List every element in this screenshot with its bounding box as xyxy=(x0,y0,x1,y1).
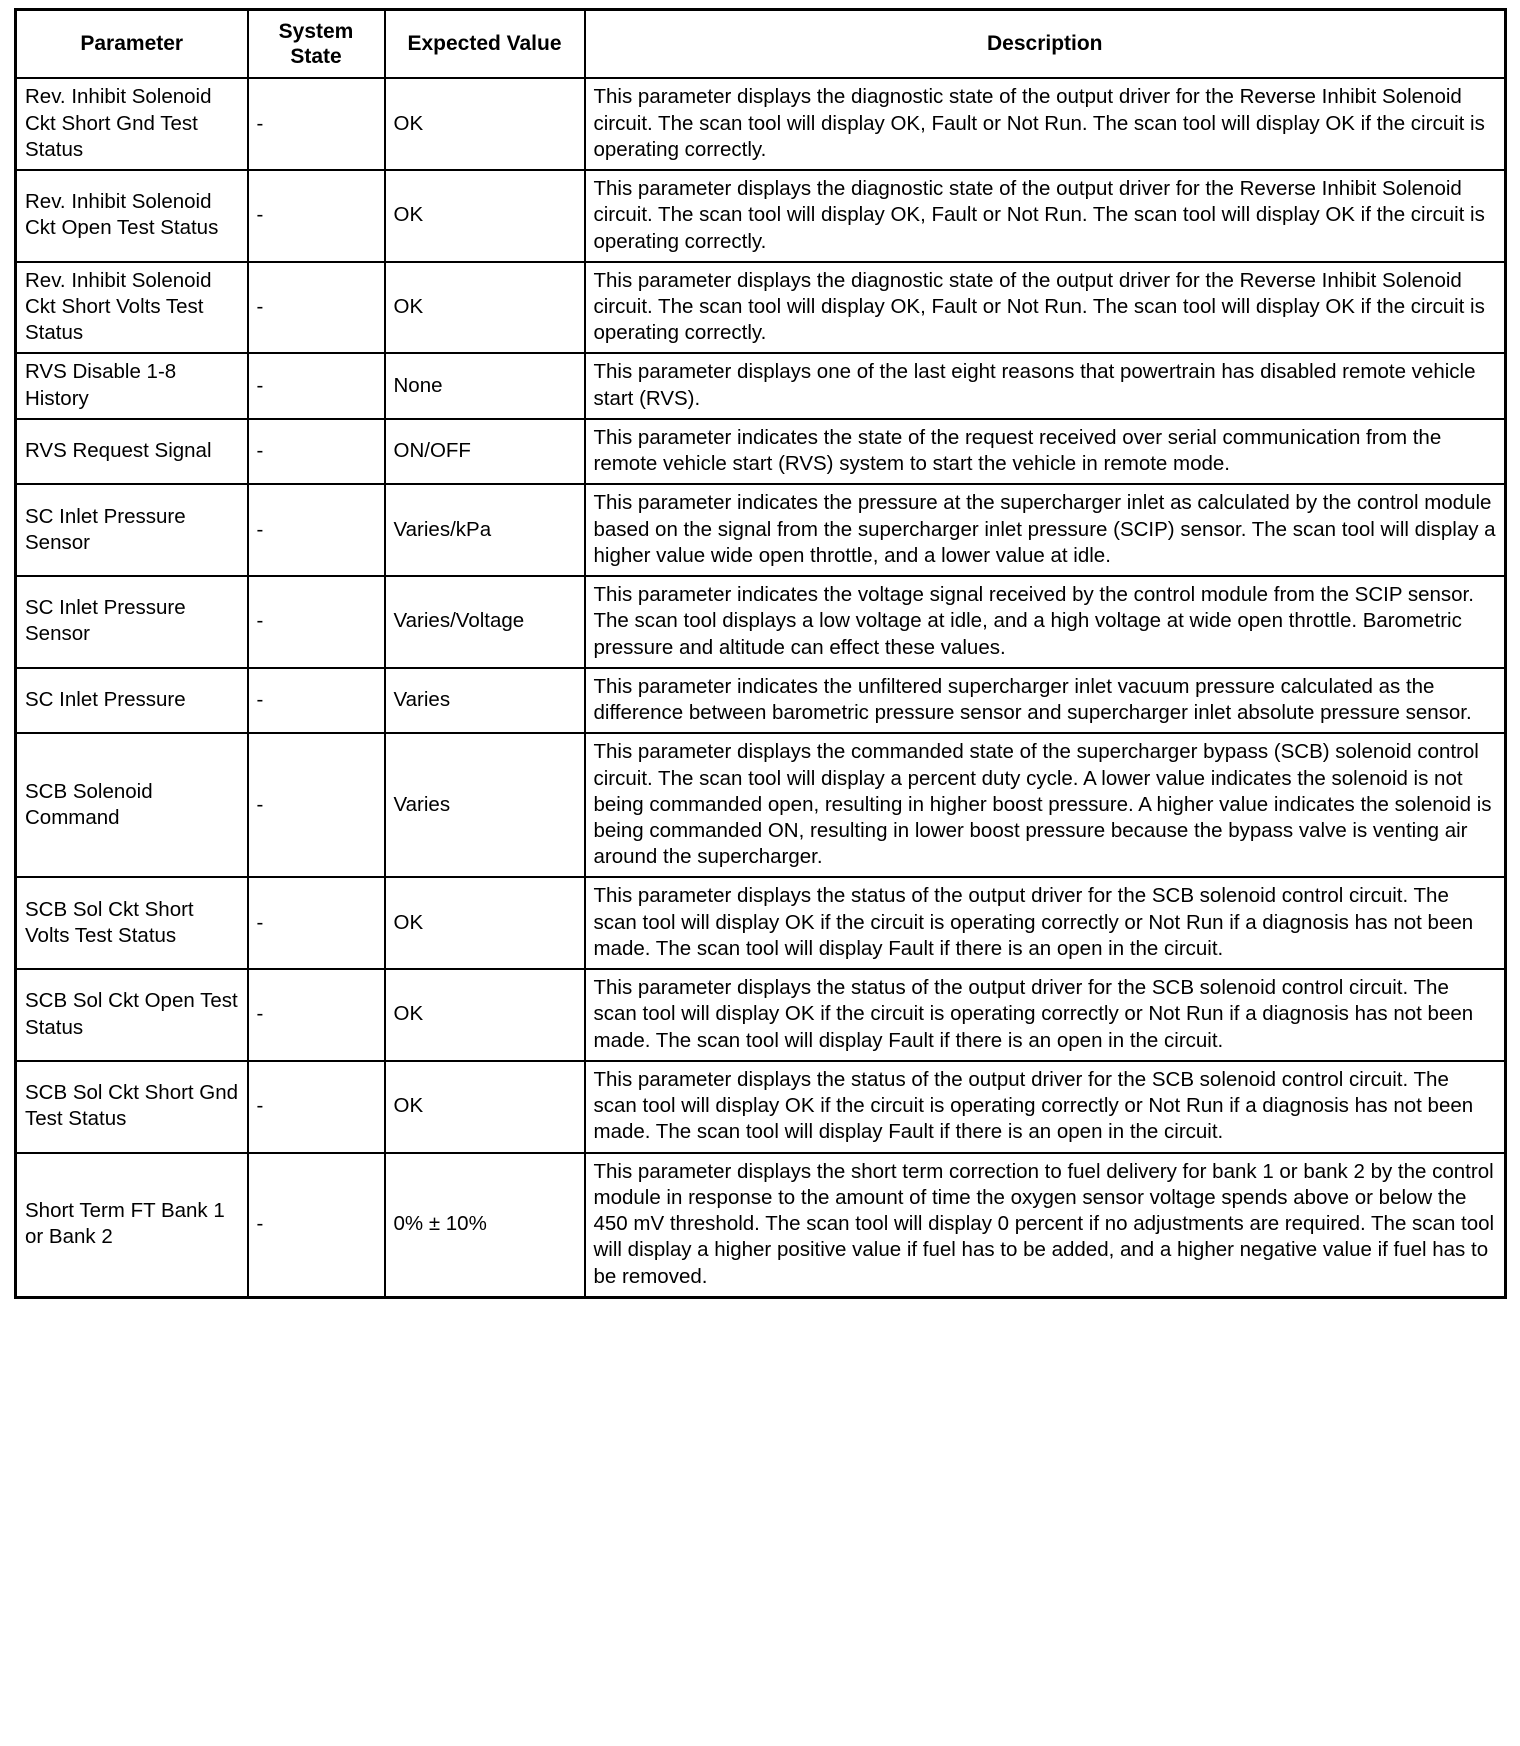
cell-expected-value: Varies xyxy=(385,733,585,877)
cell-description: This parameter displays the diagnostic state of the output driver for the Reverse Inhibit Solenoid circuit. The scan tool will display OK, Fault or Not Run. The scan tool will display OK if the circuit is operating correctly. xyxy=(585,170,1506,262)
cell-expected-value: OK xyxy=(385,1061,585,1153)
cell-parameter: SC Inlet Pressure Sensor xyxy=(16,484,248,576)
cell-system-state: - xyxy=(248,262,385,354)
column-header-system-state-line2: State xyxy=(290,45,342,69)
cell-parameter: Short Term FT Bank 1 or Bank 2 xyxy=(16,1153,248,1298)
cell-expected-value: None xyxy=(385,353,585,418)
cell-parameter: RVS Request Signal xyxy=(16,419,248,484)
cell-expected-value: OK xyxy=(385,877,585,969)
table-header xyxy=(16,10,1506,79)
cell-description: This parameter displays the diagnostic state of the output driver for the Reverse Inhibit Solenoid circuit. The scan tool will display OK, Fault or Not Run. The scan tool will display OK if the circuit is operating correctly. xyxy=(585,262,1506,354)
column-header-parameter: Parameter xyxy=(16,10,248,79)
cell-parameter: Rev. Inhibit Solenoid Ckt Short Gnd Test Status xyxy=(16,78,248,170)
cell-description: This parameter displays the diagnostic state of the output driver for the Reverse Inhibit Solenoid circuit. The scan tool will display OK, Fault or Not Run. The scan tool will display OK if the circuit is operating correctly. xyxy=(585,78,1506,170)
cell-expected-value: OK xyxy=(385,262,585,354)
cell-description: This parameter displays the status of the output driver for the SCB solenoid control circuit. The scan tool will display OK if the circuit is operating correctly or Not Run if a diagnosis has not been made. The scan tool will display Fault if there is an open in the circuit. xyxy=(585,877,1506,969)
cell-expected-value: OK xyxy=(385,78,585,170)
column-header-expected-value: Expected Value xyxy=(385,10,585,79)
cell-expected-value: Varies xyxy=(385,668,585,733)
table-row xyxy=(16,969,1506,1061)
cell-parameter: SCB Sol Ckt Short Volts Test Status xyxy=(16,877,248,969)
table-row xyxy=(16,353,1506,418)
column-header-system-state xyxy=(248,10,385,79)
cell-parameter: Rev. Inhibit Solenoid Ckt Short Volts Test Status xyxy=(16,262,248,354)
cell-system-state: - xyxy=(248,170,385,262)
cell-system-state: - xyxy=(248,484,385,576)
cell-expected-value: 0% ± 10% xyxy=(385,1153,585,1298)
cell-parameter: SC Inlet Pressure Sensor xyxy=(16,576,248,668)
cell-expected-value: OK xyxy=(385,969,585,1061)
cell-parameter: SCB Solenoid Command xyxy=(16,733,248,877)
cell-description: This parameter displays the status of the output driver for the SCB solenoid control circuit. The scan tool will display OK if the circuit is operating correctly or Not Run if a diagnosis has not been made. The scan tool will display Fault if there is an open in the circuit. xyxy=(585,1061,1506,1153)
column-header-description: Description xyxy=(585,10,1506,79)
cell-expected-value: Varies/kPa xyxy=(385,484,585,576)
cell-description: This parameter displays the short term correction to fuel delivery for bank 1 or bank 2 by the control module in response to the amount of time the oxygen sensor voltage spends above or below the 450 mV threshold. The scan tool will display 0 percent if no adjustments are required. The scan tool will display a higher positive value if fuel has to be added, and a higher negative value if fuel has to be removed. xyxy=(585,1153,1506,1298)
cell-parameter: Rev. Inhibit Solenoid Ckt Open Test Status xyxy=(16,170,248,262)
table-row xyxy=(16,1061,1506,1153)
cell-system-state: - xyxy=(248,877,385,969)
table-row xyxy=(16,1153,1506,1298)
table-row xyxy=(16,668,1506,733)
cell-system-state: - xyxy=(248,733,385,877)
cell-parameter: SCB Sol Ckt Open Test Status xyxy=(16,969,248,1061)
cell-system-state: - xyxy=(248,969,385,1061)
cell-parameter: SCB Sol Ckt Short Gnd Test Status xyxy=(16,1061,248,1153)
table-row xyxy=(16,78,1506,170)
cell-parameter: SC Inlet Pressure xyxy=(16,668,248,733)
cell-description: This parameter displays the status of the output driver for the SCB solenoid control circuit. The scan tool will display OK if the circuit is operating correctly or Not Run if a diagnosis has not been made. The scan tool will display Fault if there is an open in the circuit. xyxy=(585,969,1506,1061)
cell-expected-value: Varies/Voltage xyxy=(385,576,585,668)
table-row xyxy=(16,419,1506,484)
scan-tool-parameter-table xyxy=(14,8,1507,1299)
cell-description: This parameter indicates the state of the request received over serial communication from the remote vehicle start (RVS) system to start the vehicle in remote mode. xyxy=(585,419,1506,484)
cell-system-state: - xyxy=(248,419,385,484)
cell-description: This parameter displays the commanded state of the supercharger bypass (SCB) solenoid control circuit. The scan tool will display a percent duty cycle. A lower value indicates the solenoid is not being commanded open, resulting in higher boost pressure. A higher value indicates the solenoid is being commanded ON, resulting in lower boost pressure because the bypass valve is venting air around the supercharger. xyxy=(585,733,1506,877)
cell-description: This parameter displays one of the last eight reasons that powertrain has disabled remote vehicle start (RVS). xyxy=(585,353,1506,418)
cell-system-state: - xyxy=(248,1061,385,1153)
table-row xyxy=(16,733,1506,877)
cell-description: This parameter indicates the voltage signal received by the control module from the SCIP sensor. The scan tool displays a low voltage at idle, and a high voltage at wide open throttle. Barometric pressure and altitude can effect these values. xyxy=(585,576,1506,668)
cell-description: This parameter indicates the unfiltered supercharger inlet vacuum pressure calculated as the difference between barometric pressure sensor and supercharger inlet absolute pressure sensor. xyxy=(585,668,1506,733)
table-row xyxy=(16,170,1506,262)
table-row xyxy=(16,877,1506,969)
cell-expected-value: ON/OFF xyxy=(385,419,585,484)
cell-description: This parameter indicates the pressure at the supercharger inlet as calculated by the control module based on the signal from the supercharger inlet pressure (SCIP) sensor. The scan tool will display a higher value wide open throttle, and a lower value at idle. xyxy=(585,484,1506,576)
cell-expected-value: OK xyxy=(385,170,585,262)
table-row xyxy=(16,262,1506,354)
cell-system-state: - xyxy=(248,353,385,418)
cell-system-state: - xyxy=(248,78,385,170)
cell-system-state: - xyxy=(248,1153,385,1298)
table-body xyxy=(16,78,1506,1297)
table-row xyxy=(16,484,1506,576)
table-header-row xyxy=(16,10,1506,79)
cell-system-state: - xyxy=(248,668,385,733)
column-header-system-state-line1: System xyxy=(278,20,354,43)
cell-system-state: - xyxy=(248,576,385,668)
cell-parameter: RVS Disable 1-8 History xyxy=(16,353,248,418)
table-row xyxy=(16,576,1506,668)
